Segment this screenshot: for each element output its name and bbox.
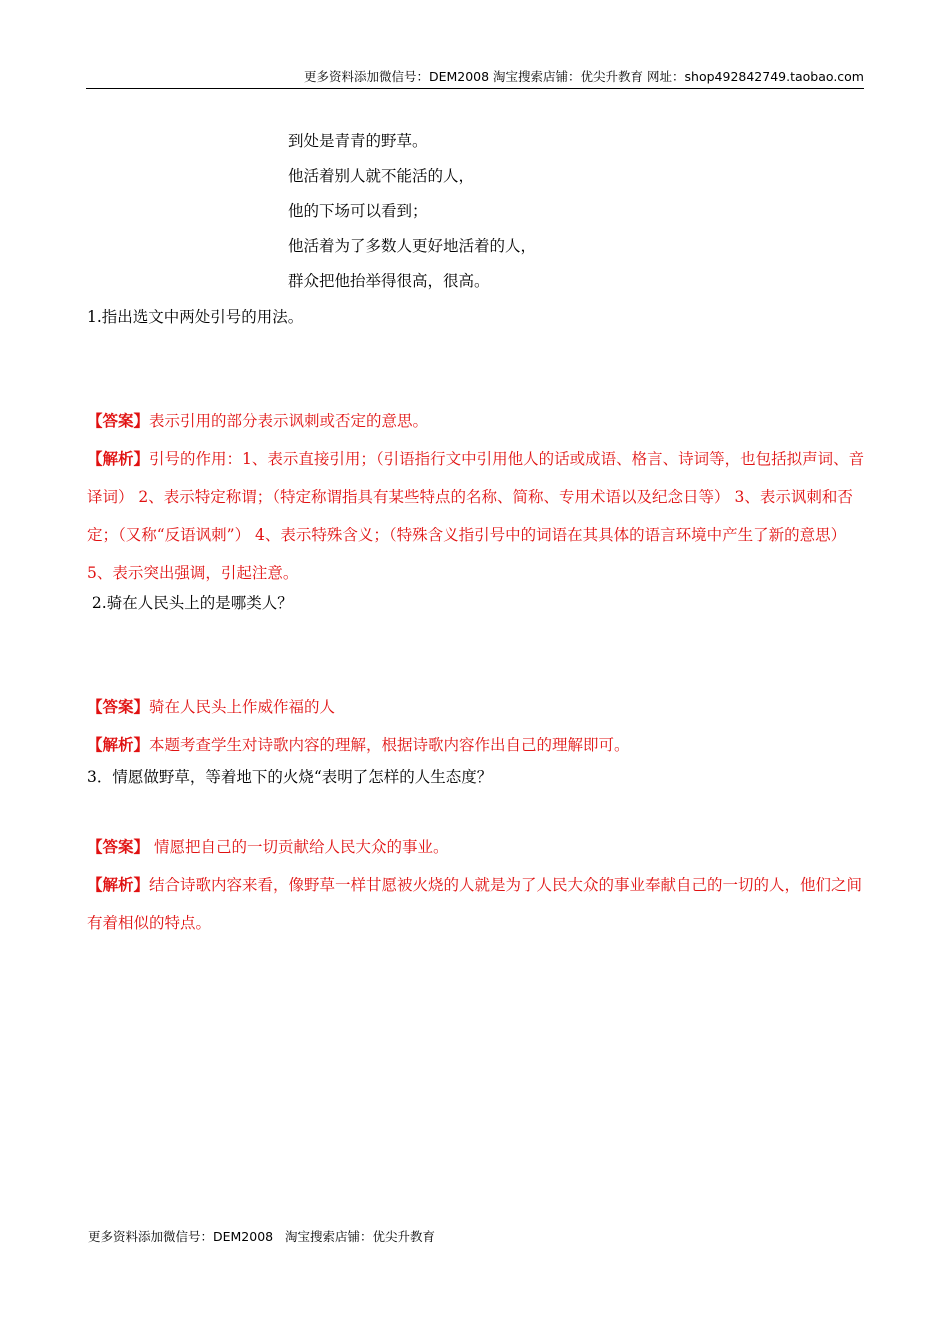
poem-line: 他的下场可以看到；	[288, 202, 428, 220]
poem-line: 他活着为了多数人更好地活着的人，	[288, 237, 537, 255]
analysis-text: 本题考查学生对诗歌内容的理解，根据诗歌内容作出自己的理解即可。	[149, 736, 630, 754]
question-3	[87, 764, 867, 790]
answer-text: 骑在人民头上作威作福的人	[149, 698, 336, 716]
answer-tag: 【答案】	[87, 837, 150, 856]
header-text: 更多资料添加微信号：DEM2008 淘宝搜索店铺：优尖升教育 网址：shop492842749.taobao.com	[303, 69, 864, 84]
question-text: 3．情愿做野草，等着地下的火烧“表明了怎样的人生态度？	[87, 768, 493, 786]
answer-text: 情愿把自己的一切贡献给人民大众的事业。	[149, 838, 449, 856]
analysis-line	[87, 726, 867, 764]
answer-text: 表示引用的部分表示讽刺或否定的意思。	[149, 412, 429, 430]
question-text: 2.骑在人民头上的是哪类人？	[87, 594, 293, 612]
analysis-text: 结合诗歌内容来看，像野草一样甘愿被火烧的人就是为了人民大众的事业奉献自己的一切的人，他们之间有着相似的特点。	[87, 876, 863, 932]
analysis-paragraph	[87, 866, 867, 942]
footer-text: 更多资料添加微信号：DEM2008 淘宝搜索店铺：优尖升教育	[88, 1229, 436, 1244]
answer-line	[87, 828, 867, 866]
poem-excerpt	[288, 128, 536, 303]
poem-line: 他活着别人就不能活的人，	[288, 167, 475, 185]
question-1-answer	[87, 402, 867, 592]
analysis-text: 引号的作用：1、表示直接引用；（引语指行文中引用他人的话或成语、格言、诗词等，也包括拟声词、音译词） 2、表示特定称谓；（特定称谓指具有某些特点的名称、简称、专用术语以及纪念日等） 3、表示讽刺和否定；（又称“反语讽刺”） 4、表示特殊含义；（特殊含义指引号中的词语在其具体的语言环境中产生了新的意思） 5、表示突出强调，引起注意。	[87, 450, 865, 582]
poem-line: 群众把他抬举得很高，很高。	[288, 272, 490, 290]
analysis-tag: 【解析】	[87, 735, 150, 754]
analysis-tag: 【解析】	[87, 449, 150, 468]
analysis-tag: 【解析】	[87, 875, 150, 894]
question-text: 1.指出选文中两处引号的用法。	[87, 308, 304, 326]
page-footer	[88, 1228, 435, 1246]
question-3-answer	[87, 828, 867, 942]
answer-tag: 【答案】	[87, 697, 150, 716]
question-2	[87, 590, 867, 616]
analysis-paragraph	[87, 440, 867, 592]
answer-line	[87, 402, 867, 440]
page-header	[86, 68, 864, 89]
poem-line: 到处是青青的野草。	[288, 132, 428, 150]
question-2-answer	[87, 688, 867, 764]
answer-tag: 【答案】	[87, 411, 150, 430]
answer-line	[87, 688, 867, 726]
question-1	[87, 304, 867, 330]
